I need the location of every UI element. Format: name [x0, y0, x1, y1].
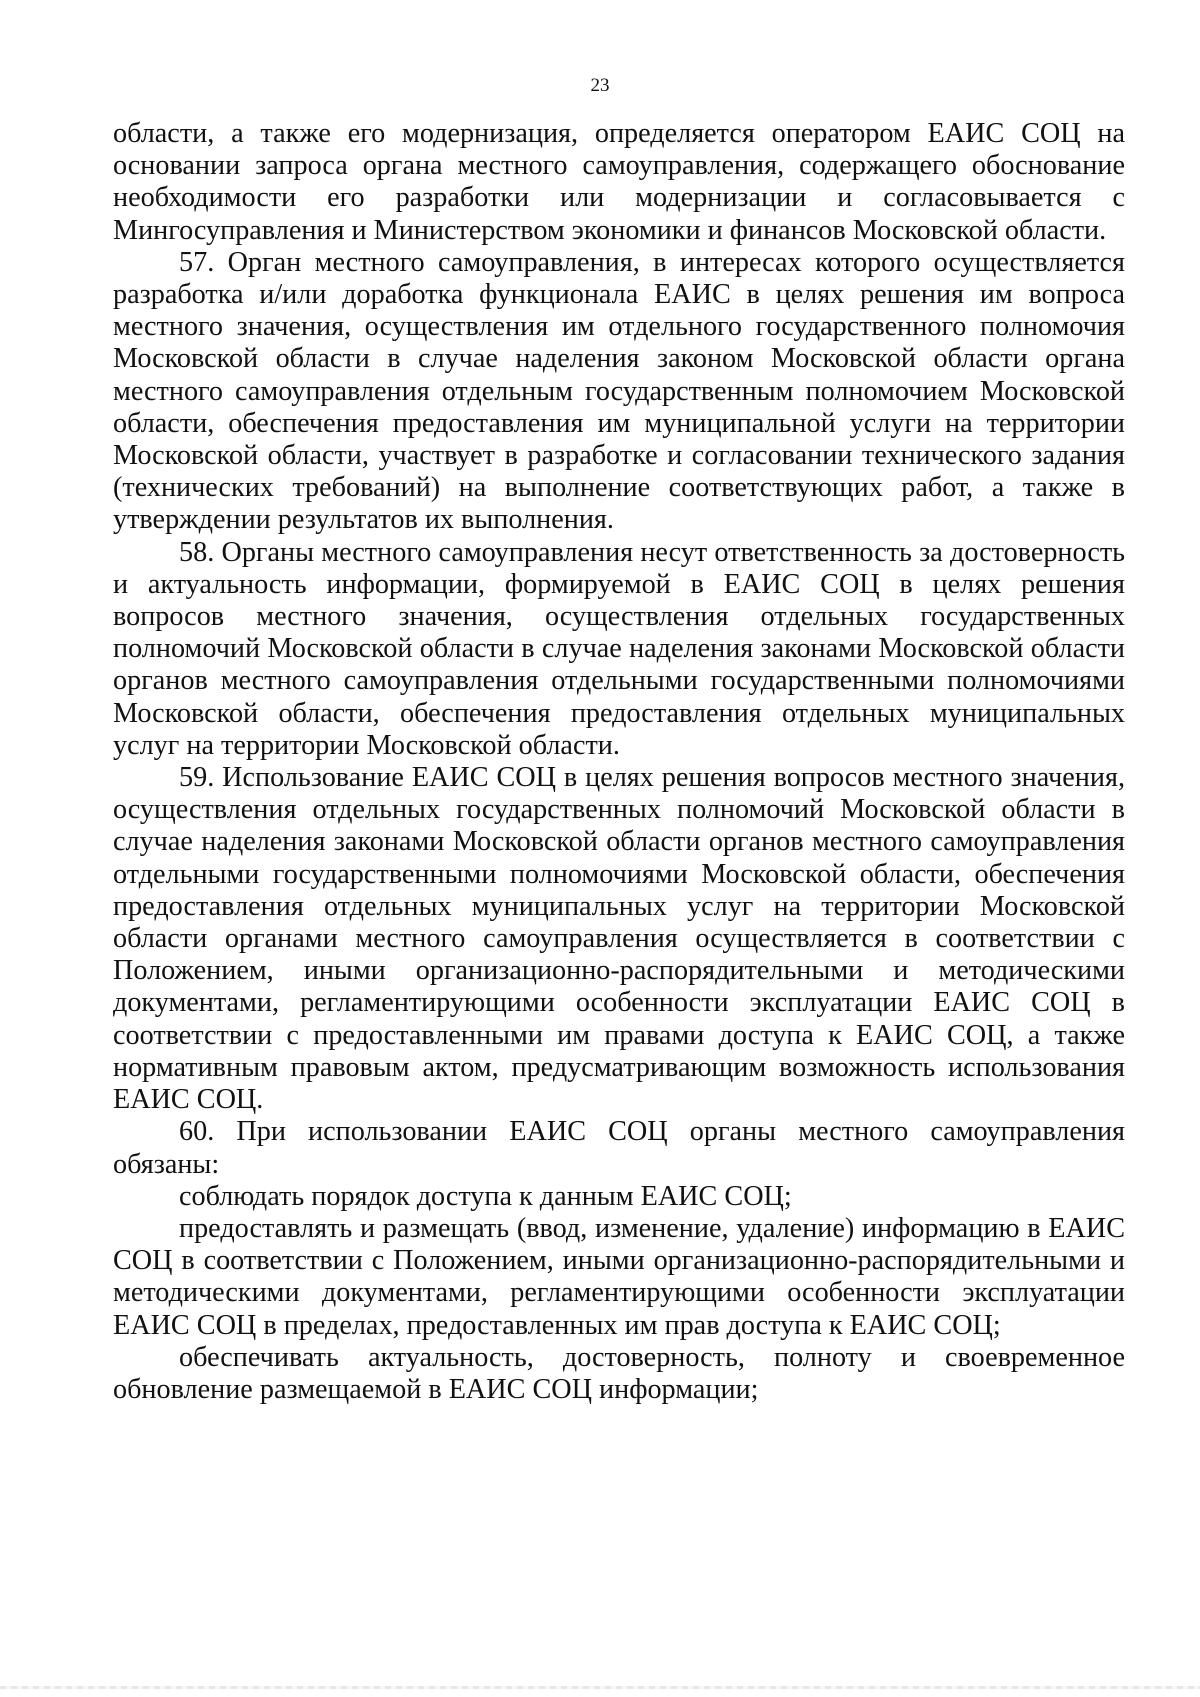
document-body: [113, 118, 1125, 1406]
scan-edge-artifact: [0, 1686, 1200, 1689]
paragraph-60: 60. При использовании ЕАИС СОЦ органы местного самоуправления обязаны:: [113, 1116, 1125, 1180]
paragraph-60-item-ensure: обеспечивать актуальность, достоверность, полноту и своевременное обновление размещаемой в ЕАИС СОЦ информации;: [113, 1341, 1125, 1405]
paragraph-60-item-provide: предоставлять и размещать (ввод, изменение, удаление) информацию в ЕАИС СОЦ в соответствии с Положением, иными организационно-распорядительными и методическими документами, регламентирующими особенности эксплуатации ЕАИС СОЦ в пределах, предоставленных им прав доступа к ЕАИС СОЦ;: [113, 1212, 1125, 1341]
paragraph-continuation: области, а также его модернизация, определяется оператором ЕАИС СОЦ на основании запроса органа местного самоуправления, содержащего обоснование необходимости его разработки или модернизации и согласовывается с Мингосуправления и Министерством экономики и финансов Московской области.: [113, 118, 1125, 246]
paragraph-59: 59. Использование ЕАИС СОЦ в целях решения вопросов местного значения, осуществления отдельных государственных полномочий Московской области в случае наделения законами Московской области органов местного самоуправления отдельными государственными полномочиями Московской области, обеспечения предоставления отдельных муниципальных услуг на территории Московской области органами местного самоуправления осуществляется в соответствии с Положением, иными организационно-распорядительными и методическими документами, регламентирующими особенности эксплуатации ЕАИС СОЦ в соответствии с предоставленными им правами доступа к ЕАИС СОЦ, а также нормативным правовым актом, предусматривающим возможность использования ЕАИС СОЦ.: [113, 762, 1125, 1116]
paragraph-57: 57. Орган местного самоуправления, в интересах которого осуществляется разработка и/или доработка функционала ЕАИС в целях решения им вопроса местного значения, осуществления им отдельного государственного полномочия Московской области в случае наделения законом Московской области органа местного самоуправления отдельным государственным полномочием Московской области, обеспечения предоставления им муниципальной услуги на территории Московской области, участвует в разработке и согласовании технического задания (технических требований) на выполнение соответствующих работ, а также в утверждении результатов их выполнения.: [113, 246, 1125, 536]
paragraph-58: 58. Органы местного самоуправления несут ответственность за достоверность и актуальность информации, формируемой в ЕАИС СОЦ в целях решения вопросов местного значения, осуществления отдельных государственных полномочий Московской области в случае наделения законами Московской области органов местного самоуправления отдельными государственными полномочиями Московской области, обеспечения предоставления отдельных муниципальных услуг на территории Московской области.: [113, 536, 1125, 761]
paragraph-60-item-access: соблюдать порядок доступа к данным ЕАИС СОЦ;: [179, 1180, 792, 1212]
page-number: 23: [590, 75, 610, 96]
